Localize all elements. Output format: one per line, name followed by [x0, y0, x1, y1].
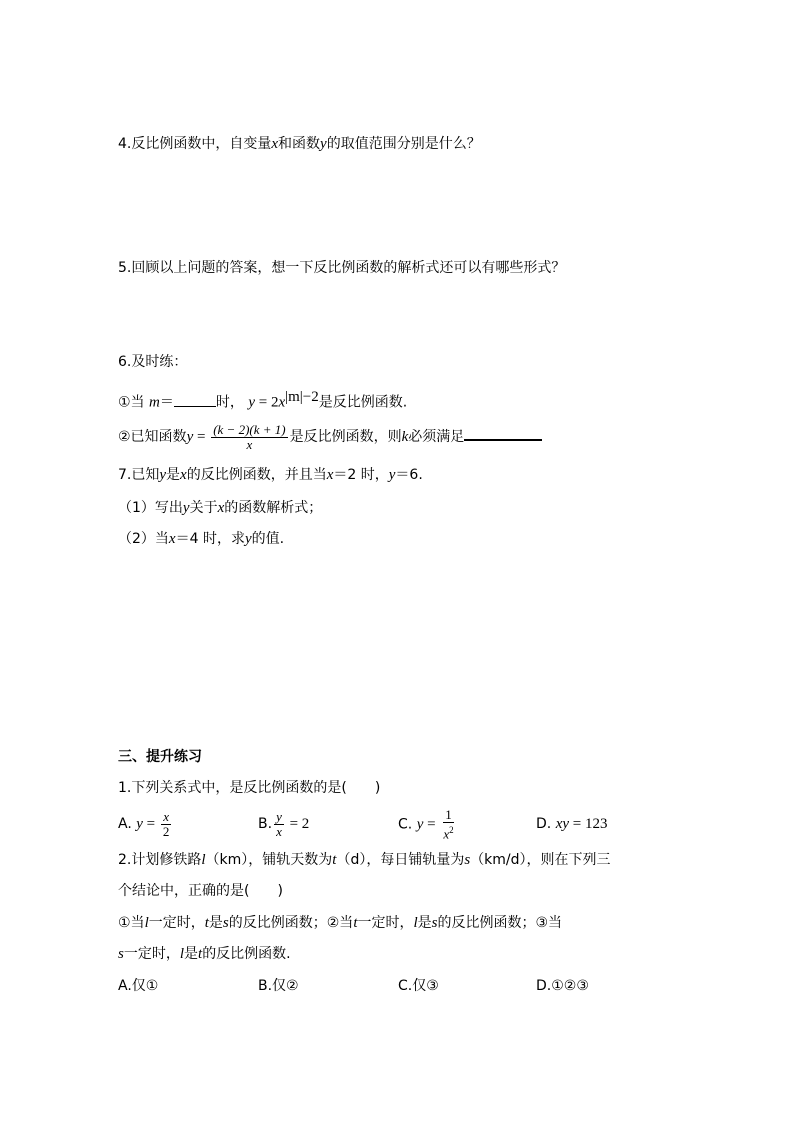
- q6-p1-eq: ＝: [159, 394, 174, 411]
- p2-option-a[interactable]: A.仅①: [118, 978, 159, 994]
- p2-l1-d: （km/d），则在下列三: [470, 852, 611, 868]
- option-c-numerator: 1: [445, 807, 452, 822]
- option-a-fraction: [161, 810, 172, 839]
- q6-p1-suffix: 是反比例函数.: [318, 394, 408, 411]
- q7-y: y: [159, 467, 167, 483]
- option-c-den-base: x: [443, 826, 450, 842]
- p1-stem: 1.下列关系式中，是反比例函数的是( ): [118, 780, 381, 796]
- p2-l1-a: 2.计划修铁路: [118, 852, 202, 868]
- option-a[interactable]: [118, 808, 173, 840]
- q6-p2-prefix: ②已知函数: [118, 429, 187, 445]
- problem-2-line-2: [118, 881, 283, 901]
- p2-l3-g: 的反比例函数；③当: [437, 915, 563, 931]
- option-d[interactable]: [536, 808, 607, 840]
- p2-option-d[interactable]: D.①②③: [536, 978, 589, 994]
- q6-p2-numerator: (k − 2)(k + 1): [213, 421, 286, 437]
- q7-a: 是: [166, 467, 181, 483]
- q7-sub2-y: y: [244, 531, 252, 547]
- q6-p1-formula-lhs: y: [248, 394, 255, 411]
- q7-sub2-prefix: （2）当: [118, 531, 169, 547]
- option-c-label: C.: [398, 816, 413, 833]
- p2-l3-t2: t: [353, 915, 358, 931]
- q4-suffix: 的取值范围分别是什么？: [326, 136, 481, 152]
- q7-c: ＝2 时，: [333, 467, 389, 483]
- problem-1-stem: [118, 778, 380, 798]
- option-b-fraction: [274, 810, 284, 839]
- p2-l4-t: t: [198, 946, 203, 962]
- option-b[interactable]: [258, 808, 309, 840]
- question-7-sub-1: [118, 498, 322, 518]
- option-b-label: B.: [258, 816, 273, 832]
- option-c-denominator: [441, 823, 455, 841]
- q7-b: 的反比例函数，并且当: [186, 467, 327, 483]
- q4-mid: 和函数: [278, 136, 321, 152]
- p2-l3-d: 的反比例函数；②当: [228, 915, 354, 931]
- section-3-title-text: 三、提升练习: [118, 749, 202, 765]
- p2-l3-s: s: [222, 915, 229, 931]
- q6-p1-time: 时，: [215, 394, 244, 411]
- p2-l1-b: （km），铺轨天数为: [205, 852, 333, 868]
- question-6-part-2: [118, 420, 542, 454]
- answer-blank-1[interactable]: [174, 406, 216, 407]
- question-4: [118, 134, 481, 154]
- p2-l4-b: 是: [184, 946, 199, 962]
- section-3-title: [118, 747, 202, 767]
- q7-y2: y: [388, 467, 396, 483]
- p2-l3-a: ①当: [118, 915, 145, 931]
- p2-l3-b: 一定时，: [148, 915, 205, 931]
- option-b-numerator: y: [276, 808, 282, 824]
- q6-p1-formula-x: x: [278, 394, 286, 411]
- q4-prefix: 4.反比例函数中，自变量: [118, 136, 272, 152]
- q6-p1-formula-exp: |m|−2: [285, 389, 319, 405]
- q7-x: x: [180, 467, 187, 483]
- q7-x2: x: [326, 467, 334, 483]
- q4-var-y: y: [320, 136, 327, 152]
- q6-p2-eq: =: [193, 429, 210, 445]
- problem-2-line-1: [118, 850, 611, 870]
- q7-sub2-b: 的值.: [251, 531, 285, 547]
- answer-blank-2[interactable]: [464, 439, 542, 441]
- option-a-denominator: 2: [162, 823, 170, 839]
- q6-p1-prefix: ①当: [118, 394, 145, 411]
- q6-p2-mid: 是反比例函数，则: [289, 429, 402, 445]
- q6-p1-m: m: [149, 394, 160, 411]
- p2-l3-e: 一定时，: [357, 915, 414, 931]
- question-7-sub-2: [118, 529, 284, 549]
- p2-l3-s2: s: [431, 915, 438, 931]
- p2-option-b[interactable]: B.仅②: [258, 978, 299, 994]
- q7-d: ＝6.: [395, 467, 423, 483]
- q6-p2-k: k: [401, 429, 409, 445]
- p2-l2: 个结论中，正确的是( ): [118, 883, 283, 899]
- q6-p2-fraction: [211, 423, 287, 452]
- option-b-rhs: = 2: [285, 816, 310, 832]
- p2-l1-l: l: [201, 852, 206, 868]
- q7-sub1-prefix: （1）写出: [118, 500, 183, 516]
- option-d-label: D.: [536, 816, 552, 832]
- q7-sub1-y: y: [182, 500, 190, 516]
- p2-l3-f: 是: [417, 915, 432, 931]
- option-a-lhs: y: [136, 816, 143, 832]
- q6-title: 6.及时练：: [118, 354, 188, 370]
- option-a-numerator: x: [163, 808, 170, 824]
- problem-2-line-3: [118, 913, 562, 933]
- option-c-fraction: [441, 808, 455, 841]
- q7-sub1-x: x: [217, 500, 225, 516]
- p2-l4-c: 的反比例函数.: [202, 946, 291, 962]
- option-d-rest: = 123: [569, 816, 608, 832]
- p2-l3-t: t: [204, 915, 209, 931]
- q6-p2-y: y: [186, 429, 194, 445]
- question-6-part-1: [118, 387, 407, 413]
- p2-option-c[interactable]: C.仅③: [398, 978, 439, 994]
- q7-sub2-x: x: [168, 531, 176, 547]
- option-c[interactable]: [398, 808, 458, 841]
- question-5: [118, 258, 565, 278]
- question-6-title: [118, 352, 187, 372]
- option-c-eq: =: [423, 816, 440, 833]
- q7-sub1-b: 的函数解析式；: [224, 500, 323, 516]
- q7-sub1-a: 关于: [189, 500, 218, 516]
- p2-l3-l: l: [144, 915, 149, 931]
- p2-l3-l2: l: [413, 915, 418, 931]
- option-d-var: xy: [555, 816, 570, 832]
- q6-p1-formula-mid: = 2: [254, 394, 279, 411]
- q6-p2-suffix: 必须满足: [408, 429, 465, 445]
- p2-l3-c: 是: [208, 915, 223, 931]
- q7-sub2-a: ＝4 时，求: [175, 531, 245, 547]
- question-7: [118, 465, 423, 485]
- q5-text: 5.回顾以上问题的答案，想一下反比例函数的解析式还可以有哪些形式？: [118, 260, 566, 276]
- option-c-den-exp: 2: [449, 825, 454, 835]
- option-c-lhs: y: [416, 816, 424, 833]
- q7-prefix: 7.已知: [118, 467, 160, 483]
- q6-p2-denominator: x: [246, 436, 253, 452]
- p2-l4-a: 一定时，: [123, 946, 180, 962]
- problem-2-line-4: [118, 944, 291, 964]
- p2-l4-l: l: [179, 946, 185, 962]
- option-a-eq: =: [142, 816, 159, 832]
- q4-var-x: x: [271, 136, 279, 152]
- p2-l1-s: s: [464, 852, 471, 868]
- p2-l1-t: t: [332, 852, 337, 868]
- option-a-label: A.: [118, 816, 132, 832]
- option-b-denominator: x: [276, 823, 282, 839]
- p2-l1-c: （d），每日铺轨量为: [336, 852, 465, 868]
- p2-l4-s: s: [118, 946, 124, 962]
